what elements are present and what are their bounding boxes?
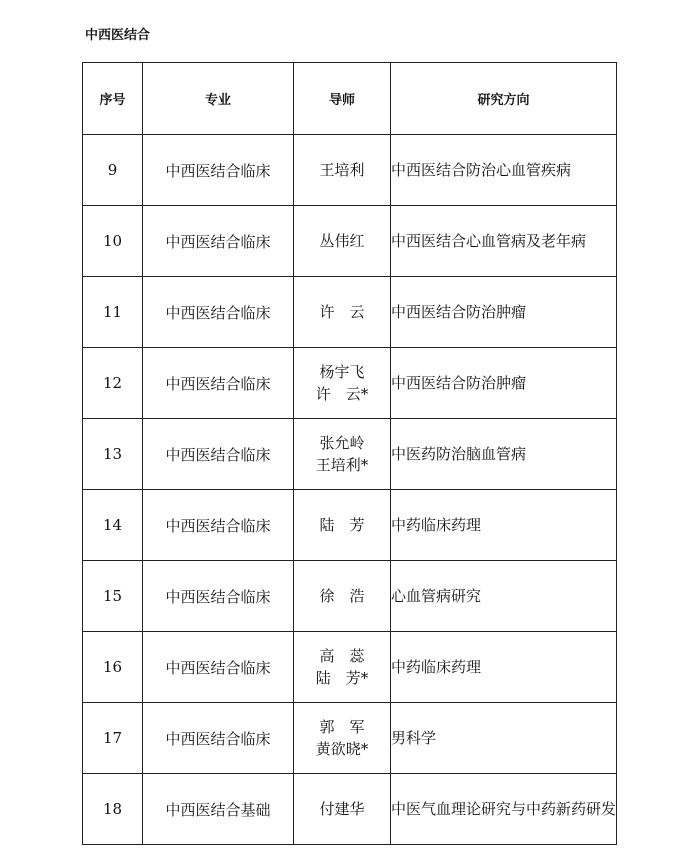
row-number: 9 — [83, 135, 143, 206]
table-row — [83, 490, 617, 561]
table-row — [83, 348, 617, 419]
table-row — [83, 774, 617, 845]
advisor-name-secondary: 陆 芳* — [315, 669, 369, 687]
advisor-table — [82, 62, 617, 845]
row-number: 13 — [83, 419, 143, 490]
row-direction: 心血管病研究 — [391, 561, 617, 632]
row-major: 中西医结合临床 — [143, 348, 294, 419]
row-number: 14 — [83, 490, 143, 561]
row-advisor — [294, 703, 391, 774]
advisor-name: 张允岭 — [319, 434, 365, 452]
row-advisor — [294, 561, 391, 632]
row-major: 中西医结合临床 — [143, 419, 294, 490]
advisor-name-secondary: 王培利* — [315, 456, 369, 474]
header-row — [83, 63, 617, 135]
row-major: 中西医结合临床 — [143, 206, 294, 277]
header-no: 序号 — [83, 63, 143, 135]
advisor-name: 徐 浩 — [319, 587, 365, 605]
table-row — [83, 561, 617, 632]
row-advisor — [294, 135, 391, 206]
row-major: 中西医结合临床 — [143, 703, 294, 774]
row-direction: 中药临床药理 — [391, 490, 617, 561]
row-direction: 中医气血理论研究与中药新药研发 — [391, 774, 617, 845]
table-body — [83, 135, 617, 845]
table-row — [83, 277, 617, 348]
table-row — [83, 703, 617, 774]
row-number: 11 — [83, 277, 143, 348]
row-direction: 中西医结合防治肿瘤 — [391, 348, 617, 419]
table-row — [83, 419, 617, 490]
row-direction: 中医药防治脑血管病 — [391, 419, 617, 490]
table-row — [83, 135, 617, 206]
advisor-name: 丛伟红 — [319, 232, 365, 250]
section-title: 中西医结合 — [85, 28, 151, 43]
row-advisor — [294, 774, 391, 845]
advisor-name: 许 云 — [319, 303, 365, 321]
row-number: 18 — [83, 774, 143, 845]
advisor-name: 付建华 — [319, 800, 365, 818]
table-row — [83, 206, 617, 277]
row-number: 12 — [83, 348, 143, 419]
advisor-name: 郭 军 — [319, 718, 365, 736]
row-direction: 中西医结合心血管病及老年病 — [391, 206, 617, 277]
header-major: 专业 — [143, 63, 294, 135]
row-number: 15 — [83, 561, 143, 632]
advisor-name: 杨宇飞 — [319, 363, 365, 381]
row-major: 中西医结合临床 — [143, 561, 294, 632]
row-advisor — [294, 419, 391, 490]
row-advisor — [294, 632, 391, 703]
advisor-name: 高 蕊 — [319, 647, 365, 665]
row-direction: 中药临床药理 — [391, 632, 617, 703]
advisor-name: 陆 芳 — [319, 516, 365, 534]
advisor-name-secondary: 黄欲晓* — [315, 740, 369, 758]
header-advisor: 导师 — [294, 63, 391, 135]
header-direction: 研究方向 — [391, 63, 617, 135]
row-major: 中西医结合临床 — [143, 490, 294, 561]
row-major: 中西医结合临床 — [143, 135, 294, 206]
row-advisor — [294, 277, 391, 348]
row-direction: 男科学 — [391, 703, 617, 774]
row-major: 中西医结合基础 — [143, 774, 294, 845]
row-number: 17 — [83, 703, 143, 774]
advisor-name: 王培利 — [319, 161, 365, 179]
row-direction: 中西医结合防治肿瘤 — [391, 277, 617, 348]
row-major: 中西医结合临床 — [143, 632, 294, 703]
row-major: 中西医结合临床 — [143, 277, 294, 348]
row-number: 10 — [83, 206, 143, 277]
row-direction: 中西医结合防治心血管疾病 — [391, 135, 617, 206]
advisor-name-secondary: 许 云* — [315, 385, 369, 403]
row-advisor — [294, 490, 391, 561]
table-row — [83, 632, 617, 703]
row-advisor — [294, 348, 391, 419]
row-advisor — [294, 206, 391, 277]
row-number: 16 — [83, 632, 143, 703]
